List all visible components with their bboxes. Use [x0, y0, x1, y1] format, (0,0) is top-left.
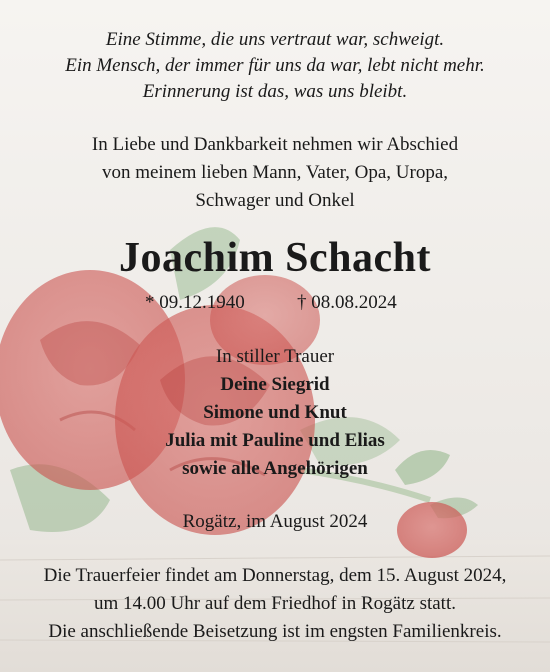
poem-line-2: Ein Mensch, der immer für uns da war, lebt nicht mehr.	[65, 55, 485, 76]
intro-line-2: von meinem lieben Mann, Vater, Opa, Uropa,	[101, 162, 449, 183]
funeral-line-2: um 14.00 Uhr auf dem Friedhof in Rogätz statt.	[94, 593, 456, 614]
poem-line-1: Eine Stimme, die uns vertraut war, schweigt.	[105, 29, 445, 50]
funeral-line-1: Die Trauerfeier findet am Donnerstag, dem 15. August 2024,	[43, 565, 507, 586]
intro-line-3: Schwager und Onkel	[195, 190, 355, 211]
life-dates	[0, 292, 550, 318]
mourning-heading: In stiller Trauer	[215, 346, 335, 367]
poem-line-3: Erinnerung ist das, was uns bleibt.	[142, 81, 408, 102]
deceased-name: Joachim Schacht	[119, 235, 431, 281]
death-date: † 08.08.2024	[297, 292, 397, 313]
mourner-name: Deine Siegrid	[220, 374, 330, 395]
mourner-name: Simone und Knut	[203, 402, 347, 423]
birth-date: * 09.12.1940	[145, 292, 245, 313]
funeral-line-3: Die anschließende Beisetzung ist im engsten Familienkreis.	[48, 621, 502, 642]
intro-line-1: In Liebe und Dankbarkeit nehmen wir Abschied	[91, 134, 459, 155]
mourner-name: Julia mit Pauline und Elias	[165, 430, 385, 451]
mourner-name: sowie alle Angehörigen	[182, 458, 368, 479]
place-date: Rogätz, im August 2024	[182, 511, 368, 532]
